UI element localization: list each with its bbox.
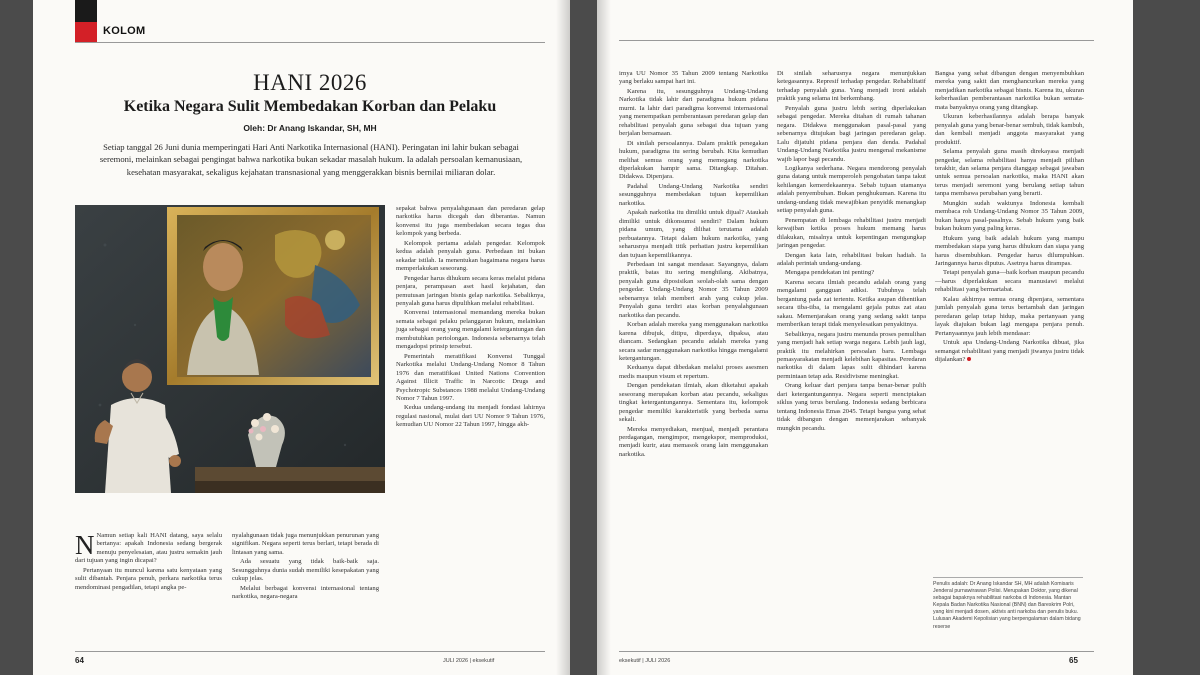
paragraph: Orang keluar dari penjara tanpa benar-benar pulih dari ketergantungannya. Negara seperti menciptakan siklus yang terus berulang. Indonesia sedang berbicara tentang Indonesia Emas 2045. Tetapi bangsa yang sehat tidak dibangun dengan memenjarakan sebanyak mungkin pecandu. [777, 382, 926, 432]
paragraph: Pemerintah meratifikasi Konvensi Tunggal Narkotika melalui Undang-Undang Nomor 8 Tahun 1976 dan meratifikasi United Nations Convention Against Illicit Traffic in Narcotic Drugs and Psychotropic Substances 1988 melalui Undang-Undang Nomor 7 Tahun 1997. [396, 352, 545, 402]
gutter-shadow [556, 0, 570, 675]
dropcap: N [75, 530, 95, 560]
paragraph: Ada sesuatu yang tidak baik-baik saja. Sesungguhnya dunia sudah memiliki kesepakatan yang cukup jelas. [232, 558, 379, 583]
paragraph: Melalui berbagai konvensi internasional tentang narkotika, negara-negara [232, 584, 379, 601]
paragraph: Penempatan di lembaga rehabilitasi justru menjadi kewajiban ketika proses hukum memang harus dilakukan, misalnya untuk kepentingan mengungkap jaringan pengedar. [777, 216, 926, 250]
paragraph: Padahal Undang-Undang Narkotika sendiri sesungguhnya membedakan tujuan kepemilikan narkotika. [619, 182, 768, 207]
paragraph: Karena itu, sesungguhnya Undang-Undang Narkotika tidak lahir dari paradigma hukum pidana murni. Ia lahir dari paradigma konvensi internasional yang menempatkan pemberantasan peredaran gelap dan rehabilitasi penyalah guna sebagai dua tujuan yang berjalan bersamaan. [619, 87, 768, 138]
paragraph: Konvensi internasional memandang mereka bukan semata sebagai pelaku pelanggaran hukum, melainkan juga sebagai orang yang mengalami ketergantungan dan membutuhkan pertolongan. Indonesia sebenarnya telah mengadopsi prinsip tersebut. [396, 309, 545, 351]
article-column-bottom-2 [232, 532, 379, 603]
paragraph: Apakah narkotika itu dimiliki untuk dijual? Ataukah dimiliki untuk dikonsumsi sendiri? Dalam hukum pidana umum, yang dilihat terutama adalah perbuatannya. Tetapi dalam hukum narkotika, yang seharusnya menjadi titik perhatian justru kepemilikan dan tujuan kepemilikannya. [619, 209, 768, 259]
header-rule [619, 40, 1094, 41]
paragraph: nyalahgunaan tidak juga menunjukkan penurunan yang signifikan. Negara seperti terus berlari, tetapi berada di lintasan yang sama. [232, 532, 379, 556]
paragraph: Di sinilah persoalannya. Dalam praktik penegakan hukum, paradigma itu sering berubah. Kita kemudian melihat semua orang yang memegang narkotika diperlakukan hampir sama. Ditangkap. Ditahan. Didakwa. Dipenjara. [619, 139, 768, 181]
paragraph: Hukum yang baik adalah hukum yang mampu membedakan siapa yang harus dihukum dan siapa yang harus disembuhkan. Pengedar harus dilumpuhkan. Jaringannya harus diputus. Asetnya harus dirampas. [935, 234, 1084, 267]
header-rule [75, 42, 545, 43]
paragraph: Mengapa pendekatan ini penting? [785, 269, 875, 277]
article-title: HANI 2026 [253, 70, 367, 95]
page-number: 65 [1069, 656, 1078, 665]
paragraph: Perbedaan ini sangat mendasar. Sayangnya, dalam praktik, batas itu sering menghilang. Akibatnya, penyalah guna diposisikan seolah-olah sama dengan pengedar. Undang-Undang Nomor 35 Tahun 2009 sebenarnya telah memberi arah yang cukup jelas. Penyalah guna terdiri atas korban penyalahgunaan narkotika dan pecandu. [619, 260, 768, 319]
paragraph: Sebaliknya, negara justru menunda proses pemulihan yang menjadi hak setiap warga negara. Lebih jauh lagi, praktik itu melahirkan persoalan baru. Lembaga pemasyarakatan menjadi kelebihan kapasitas. Peredaran narkotika di dalam lapas sulit dihindari karena permintaan tetap ada. Residivisme meningkat. [777, 330, 926, 380]
paragraph: Dengan pendekatan ilmiah, akan diketahui apakah seseorang merupakan korban atau pecandu, sekaligus tingkat ketergantungannya. Sementara itu, kelompok pengedar memiliki karakteristik yang berbeda sama sekali. [619, 382, 768, 424]
paragraph: Kelompok pertama adalah pengedar. Kelompok kedua adalah penyalah guna. Perbedaan ini bukan sekadar istilah. Ia menentukan bagaimana negara harus memperlakukan seseorang. [396, 239, 545, 273]
footer-rule [75, 651, 545, 652]
gutter-shadow [597, 0, 611, 675]
paragraph: sepakat bahwa penyalahgunaan dan peredaran gelap narkotika harus dicegah dan diberantas. Namun konvensi itu juga membedakan secara tegas dua kelompok yang berbeda. [396, 205, 545, 238]
footer-issue: eksekutif | JULI 2026 [619, 658, 671, 664]
page-number: 64 [75, 656, 84, 665]
byline: Oleh: Dr Anang Iskandar, SH, MH [243, 123, 377, 133]
page-65[interactable] [597, 0, 1133, 675]
paragraph: Kedua undang-undang itu menjadi fondasi lahirnya regulasi nasional, mulai dari UU Nomor 9 Tahun 1976, kemudian UU Nomor 22 Tahun 1997, hingga akh- [396, 404, 545, 429]
paragraph: Untuk apa Undang-Undang Narkotika dibuat, jika semangat rehabilitasi yang menjadi jiwanya justru tidak dijalankan? [935, 339, 1084, 363]
paragraph: Tetapi penyalah guna—baik korban maupun pecandu—harus diperlakukan secara manusiawi melalui rehabilitasi yang bermartabat. [935, 269, 1084, 294]
paragraph: Penyalah guna justru lebih sering diperlakukan sebagai pengedar. Mereka ditahan di rumah tahanan negara. Didakwa menggunakan pasal-pasal yang sebenarnya ditujukan bagi jaringan peredaran gelap. Lalu dijatuhi pidana penjara dan denda. Padahal Undang-Undang Narkotika justru mengenal mekanisme wajib lapor bagi pecandu. [777, 104, 926, 163]
page-64[interactable] [33, 0, 570, 675]
article-column-beside-photo [396, 205, 545, 431]
paragraph: Di sinilah seharusnya negara menunjukkan ketegasannya. Represif terhadap pengedar. Rehabilitatif terhadap penyalah guna. Yang menjadi ironi adalah praktik yang selama ini berkembang. [777, 70, 926, 103]
paragraph: Mungkin sudah waktunya Indonesia kembali membaca roh Undang-Undang Nomor 35 Tahun 2009, bukan hanya pasal-pasalnya. Sebab hukum yang baik bukan hukum yang paling keras. [935, 199, 1084, 233]
article-column-1 [619, 70, 768, 460]
footer-rule [619, 651, 1094, 652]
lead-paragraph: Setiap tanggal 26 Juni dunia memperingati Hari Anti Narkotika Internasional (HANI). Peringatan ini lahir bukan sebagai seremoni, melainkan sebagai pengingat bahwa narkotika bukan sekadar masalah hukum. Ia adalah persoalan kemanusiaan, kesehatan masyarakat, sekaligus kejahatan transnasional yang menggerakkan bisnis bernilai miliaran dolar. [99, 142, 523, 177]
section-marker-red [75, 22, 97, 42]
paragraph: Mereka menyediakan, menjual, menjadi perantara perdagangan, mengimpor, mengekspor, memproduksi, menjadi kurir, atau memasok orang lain menggunakan narkotika. [619, 425, 768, 458]
paragraph: irnya UU Nomor 35 Tahun 2009 tentang Narkotika yang berlaku sampai hari ini. [619, 70, 768, 86]
end-mark-icon [967, 357, 971, 361]
section-marker-dark [75, 0, 97, 22]
article-column-bottom-1 [75, 532, 222, 593]
footer-issue: JULI 2026 | eksekutif [443, 658, 495, 664]
author-photo [75, 205, 385, 493]
paragraph: Namun setiap kali HANI datang, saya selalu bertanya: apakah Indonesia sedang bergerak menuju penyelesaian, atau justru semakin jauh dari tujuan yang ingin dicapai? [75, 532, 222, 565]
author-bio: Penulis adalah: Dr Anang Iskandar SH, MH adalah Komisaris Jenderal purnawirawan Polisi. Merupakan Doktor, yang dikenal sebagai bapaknya rehabilitasi narkoba di Indonesia. Mantan Kepala Badan Narkotika Nasional (BNN) dan Bareskrim Polri, yang kini menjadi dosen, aktivis anti narkoba dan penulis buku. Lulusan Akademi Kepolisian yang berpengalaman dalam bidang reserse [933, 577, 1083, 631]
paragraph: Selama penyalah guna masih direkayasa menjadi pengedar, selama rehabilitasi hanya menjadi pilihan terakhir, dan selama penjara dianggap sebagai jawaban untuk semua persoalan narkotika, maka HANI akan terus menjadi seremoni yang berulang setiap tahun tanpa membawa perubahan yang berarti. [935, 148, 1084, 198]
paragraph-final [935, 339, 1084, 364]
paragraph: Logikanya sederhana. Negara mendorong penyalah guna datang untuk memperoleh pengobatan tanpa takut kehilangan kemerdekaannya. Sebab tujuan utamanya adalah penyembuhan. Bukan penghukuman. Karena itu undang-undang tidak mewajibkan penyidik menangkap setiap penyalah guna. [777, 164, 926, 215]
paragraph-with-dropcap [75, 532, 222, 566]
paragraph: Keduanya dapat dibedakan melalui proses asesmen medis maupun visum et repertum. [619, 364, 768, 380]
article-column-3 [935, 70, 1084, 365]
paragraph: Pengedar harus dihukum secara keras melalui pidana penjara, perampasan aset hasil kejahatan, dan pemutusan jaringan bisnis gelap narkotika. Sebaliknya, penyalah guna harus dipulihkan melalui rehabilitasi. [396, 274, 545, 307]
article-column-2 [777, 70, 926, 434]
paragraph: Bangsa yang sehat dibangun dengan menyembuhkan mereka yang sakit dan menghancurkan mereka yang menjadikan narkotika sebagai bisnis. Karena itu, ukuran keberhasilan pemberantasan narkotika bukan semata-mata banyaknya orang yang ditangkap. [935, 70, 1084, 111]
paragraph: Korban adalah mereka yang menggunakan narkotika karena dibujuk, ditipu, diperdaya, dipaksa, atau diancam. Sedangkan pecandu adalah mereka yang secara sadar menggunakan narkotika hingga mengalami ketergantungan. [619, 321, 768, 362]
paragraph: Ukuran keberhasilannya adalah berapa banyak penyalah guna yang benar-benar sembuh, tidak kambuh, dan kembali menjadi anggota masyarakat yang produktif. [935, 113, 1084, 146]
section-label: KOLOM [103, 25, 146, 37]
paragraph: Pertanyaan itu muncul karena satu kenyataan yang sulit dibantah. Penjara penuh, perkara narkotika terus mendominasi pengadilan, tetapi angka pe- [75, 566, 222, 591]
paragraph: Dengan kata lain, rehabilitasi bukan hadiah. Ia adalah perintah undang-undang. [777, 251, 926, 267]
paragraph: Kalau akhirnya semua orang dipenjara, sementara jumlah penyalah guna terus bertambah dan jaringan peredaran gelap tetap hidup, maka pertanyaan yang layak diajukan bukan lagi mengapa penjara penuh. Pertanyaannya jauh lebih mendasar: [935, 295, 1084, 337]
paragraph: Karena secara ilmiah pecandu adalah orang yang mengalami gangguan adiksi. Tubuhnya telah bergantung pada zat tertentu. Ketika asupan dihentikan secara tiba-tiba, ia mengalami gejala putus zat atau sakau. Memenjarakan orang yang sedang sakit tanpa memberikan terapi tidak menyelesaikan penyakitnya. [777, 278, 926, 329]
article-subtitle: Ketika Negara Sulit Membedakan Korban dan Pelaku [123, 98, 497, 115]
